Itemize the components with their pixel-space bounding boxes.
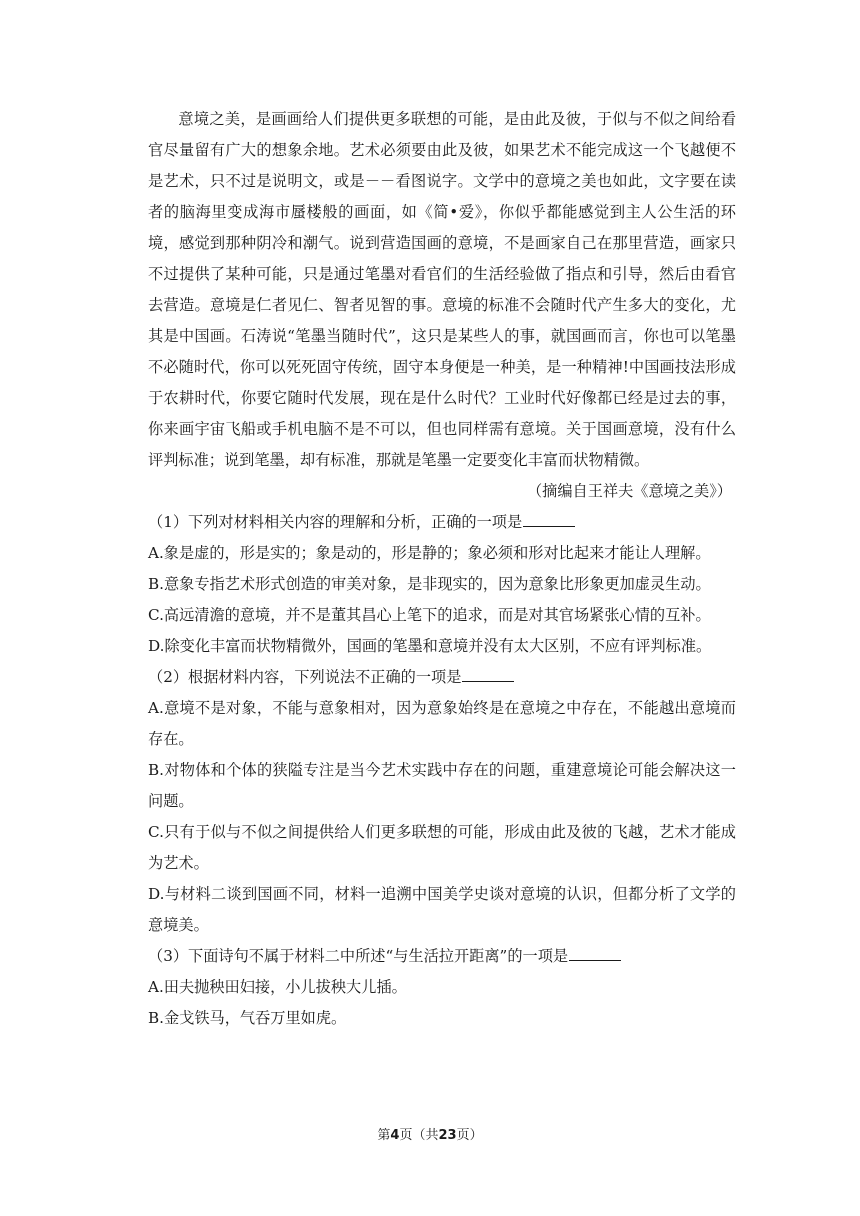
question-2-option-d: D.与材料二谈到国画不同，材料一追溯中国美学史谈对意境的认识，但都分析了文学的意境美。 bbox=[148, 885, 736, 934]
question-1-option-c: C.高远清澹的意境，并不是董其昌心上笔下的追求，而是对其官场紧张心情的互补。 bbox=[148, 606, 711, 624]
answer-blank bbox=[569, 944, 621, 961]
page-total: 23 bbox=[438, 1128, 457, 1143]
question-3-option-b: B.金戈铁马，气吞万里如虎。 bbox=[148, 1009, 347, 1027]
question-2-option-a: A.意境不是对象，不能与意象相对，因为意象始终是在意境之中存在，不能越出意境而存在。 bbox=[148, 699, 736, 748]
answer-blank bbox=[462, 665, 514, 682]
question-1-stem: （1）下列对材料相关内容的理解和分析，正确的一项是 bbox=[148, 507, 736, 538]
passage-source: （摘编自王祥夫《意境之美》） bbox=[526, 482, 732, 500]
question-3-stem: （3）下面诗句不属于材料二中所述“与生活拉开距离”的一项是 bbox=[148, 941, 736, 972]
question-2-option-c: C.只有于似与不似之间提供给人们更多联想的可能，形成由此及彼的飞越，艺术才能成为艺术。 bbox=[148, 823, 736, 872]
question-2-option-b: B.对物体和个体的狭隘专注是当今艺术实践中存在的问题，重建意境论可能会解决这一问题。 bbox=[148, 761, 736, 810]
page-number: 4 bbox=[390, 1128, 400, 1143]
question-1-option-d: D.除变化丰富而状物精微外，国画的笔墨和意境并没有太大区别，不应有评判标准。 bbox=[148, 637, 712, 655]
page-footer: 第4页（共23页） bbox=[377, 1128, 483, 1143]
document-body bbox=[148, 104, 736, 1034]
question-2-stem: （2）根据材料内容，下列说法不正确的一项是 bbox=[148, 662, 736, 693]
question-3-option-a: A.田夫抛秧田妇接，小儿拔秧大儿插。 bbox=[148, 978, 407, 996]
question-1-option-b: B.意象专指艺术形式创造的审美对象，是非现实的，因为意象比形象更加虚灵生动。 bbox=[148, 575, 711, 593]
question-1-option-a: A.象是虚的，形是实的；象是动的，形是静的；象必须和形对比起来才能让人理解。 bbox=[148, 544, 711, 562]
passage-paragraph: 意境之美，是画画给人们提供更多联想的可能，是由此及彼，于似与不似之间给看官尽量留有广大的想象余地。艺术必须要由此及彼，如果艺术不能完成这一个飞越便不是艺术，只不过是说明文，或是－－看图说字。文学中的意境之美也如此，文字要在读者的脑海里变成海市蜃楼般的画面，如《简•爱》，你似乎都能感觉到主人公生活的环境，感觉到那种阴冷和潮气。说到营造国画的意境，不是画家自己在那里营造，画家只不过提供了某种可能，只是通过笔墨对看官们的生活经验做了指点和引导，然后由看官去营造。意境是仁者见仁、智者见智的事。意境的标准不会随时代产生多大的变化，尤其是中国画。石涛说“笔墨当随时代”，这只是某些人的事，就国画而言，你也可以笔墨不必随时代，你可以死死固守传统，固守本身便是一种美，是一种精神!中国画技法形成于农耕时代，你要它随时代发展，现在是什么时代？工业时代好像都已经是过去的事，你来画宇宙飞船或手机电脑不是不可以，但也同样需有意境。关于国画意境，没有什么评判标准；说到笔墨，却有标准，那就是笔墨一定要变化丰富而状物精微。 bbox=[148, 110, 736, 469]
answer-blank bbox=[523, 510, 575, 527]
